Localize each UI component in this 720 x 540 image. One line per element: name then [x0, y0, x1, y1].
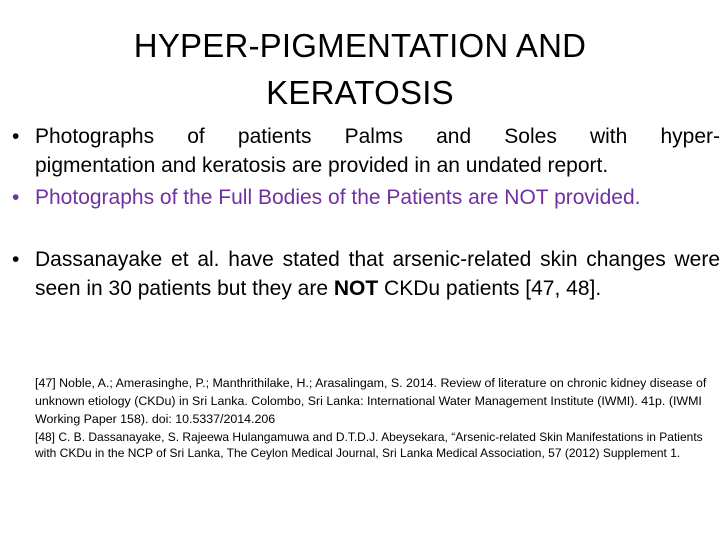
bullet-3-text-before: Dassanayake et al. have stated that arsenic-related skin changes were seen in 30 patients but they are: [35, 248, 720, 300]
bullet-3-text-after: CKDu patients [47, 48].: [378, 277, 602, 300]
slide-title: [60, 22, 660, 116]
bullet-list: [12, 122, 720, 303]
bullet-1-line-1: Photographs of patients Palms and Soles with hyper-: [35, 125, 720, 148]
slide-title-line-1: HYPER-PIGMENTATION AND: [133, 27, 587, 64]
bullet-item-palms-soles: [12, 122, 720, 180]
bullet-3-text: [35, 245, 720, 303]
bullet-marker: •: [12, 186, 20, 209]
bullet-item-full-bodies: [12, 183, 720, 212]
bullet-2-text: Photographs of the Full Bodies of the Patients are NOT provided.: [35, 186, 641, 209]
bullet-3-text-bold: NOT: [333, 277, 379, 300]
bullet-item-dassanayake: [12, 245, 720, 303]
bullet-marker: •: [12, 248, 20, 271]
slide-title-line-2: KERATOSIS: [266, 74, 454, 111]
bullet-1-line-2: pigmentation and keratosis are provided in an undated report.: [35, 154, 609, 177]
reference-48: [48] C. B. Dassanayake, S. Rajeewa Hulangamuwa and D.T.D.J. Abeysekara, “Arsenic-related Skin Manifestations in Patients with CKDu in the NCP of Sri Lanka, The Ceylon Medical Journal, Sri Lanka Medical Association, 57 (2012) Supplement 1.: [35, 430, 703, 460]
reference-47: [47] Noble, A.; Amerasinghe, P.; Manthrithilake, H.; Arasalingam, S. 2014. Review of literature on chronic kidney disease of unknown etiology (CKDu) in Sri Lanka. Colombo, Sri Lanka: International Water Management Institute (IWMI). 41p. (IWMI Working Paper 158). doi: 10.5337/2014.206: [35, 376, 707, 426]
references: [35, 374, 715, 462]
bullet-marker: •: [12, 125, 20, 148]
